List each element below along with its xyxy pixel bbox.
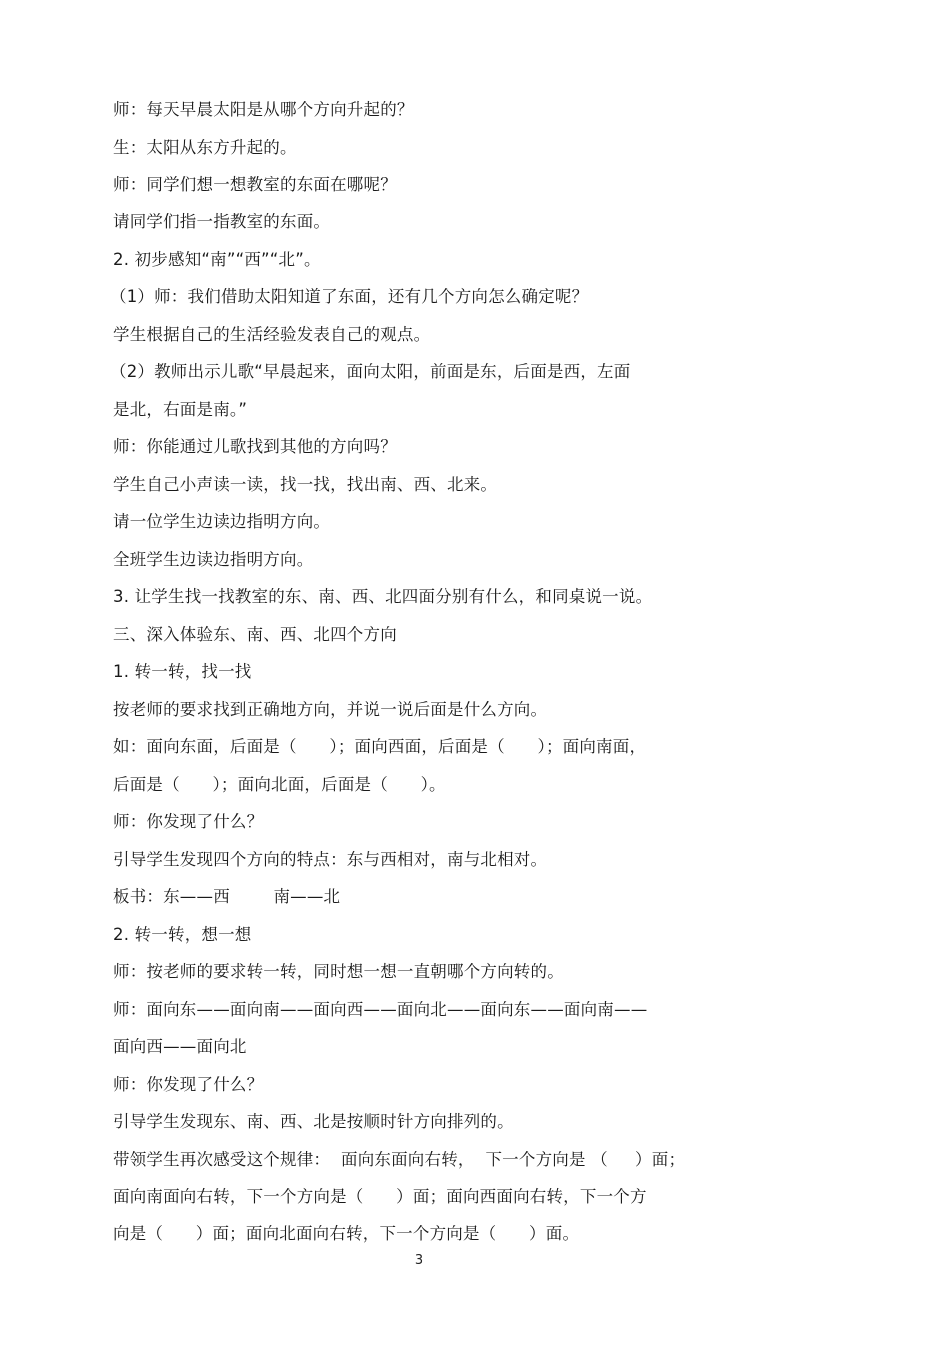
- text-line: 学生自己小声读一读，找一找，找出南、西、北来。: [113, 475, 498, 494]
- board-writing: 板书：东——西 南——北: [113, 887, 341, 906]
- section-heading: 2. 初步感知“南”“西”“北”。: [113, 250, 321, 269]
- text-line: 面向西——面向北: [113, 1037, 247, 1056]
- text-line: 后面是（ ）；面向北面，后面是（ ）。: [113, 775, 446, 794]
- section-heading: 1. 转一转，找一找: [113, 662, 252, 681]
- text-line: 学生根据自己的生活经验发表自己的观点。: [113, 325, 431, 344]
- text-line: 带领学生再次感受这个规律： 面向东面向右转， 下一个方向是 （ ）面；: [113, 1150, 686, 1169]
- text-line: 师：你发现了什么？: [113, 1075, 264, 1094]
- text-line: （1）师：我们借助太阳知道了东面，还有几个方向怎么确定呢？: [110, 287, 589, 306]
- text-line: 引导学生发现东、南、西、北是按顺时针方向排列的。: [113, 1112, 514, 1131]
- text-line: 师：你能通过儿歌找到其他的方向吗？: [113, 437, 397, 456]
- text-line: 按老师的要求找到正确地方向，并说一说后面是什么方向。: [113, 700, 548, 719]
- text-line: 面向南面向右转，下一个方向是（ ）面；面向西面向右转，下一个方: [113, 1187, 647, 1206]
- text-line: 如：面向东面，后面是（ ）；面向西面，后面是（ ）；面向南面，: [113, 737, 647, 756]
- text-line: 师：你发现了什么？: [113, 812, 264, 831]
- text-line: 引导学生发现四个方向的特点：东与西相对，南与北相对。: [113, 850, 548, 869]
- text-line: 全班学生边读边指明方向。: [113, 550, 314, 569]
- text-line: 师：同学们想一想教室的东面在哪呢？: [113, 175, 397, 194]
- text-line: 是北，右面是南。”: [113, 400, 248, 419]
- text-line: 生：太阳从东方升起的。: [113, 138, 297, 157]
- text-line: 师：面向东——面向南——面向西——面向北——面向东——面向南——: [113, 1000, 648, 1019]
- text-line: 师：按老师的要求转一转，同时想一想一直朝哪个方向转的。: [113, 962, 564, 981]
- text-line: （2）教师出示儿歌“早晨起来，面向太阳，前面是东，后面是西，左面: [110, 362, 631, 381]
- section-heading: 3. 让学生找一找教室的东、南、西、北四面分别有什么，和同桌说一说。: [113, 587, 653, 606]
- section-heading: 三、深入体验东、南、西、北四个方向: [113, 625, 397, 644]
- text-line: 请一位学生边读边指明方向。: [113, 512, 331, 531]
- text-line: 师：每天早晨太阳是从哪个方向升起的？: [113, 100, 414, 119]
- text-line: 向是（ ）面；面向北面向右转，下一个方向是（ ）面。: [113, 1224, 580, 1243]
- text-line: 请同学们指一指教室的东面。: [113, 212, 331, 231]
- page-number: 3: [414, 1253, 424, 1268]
- section-heading: 2. 转一转，想一想: [113, 925, 252, 944]
